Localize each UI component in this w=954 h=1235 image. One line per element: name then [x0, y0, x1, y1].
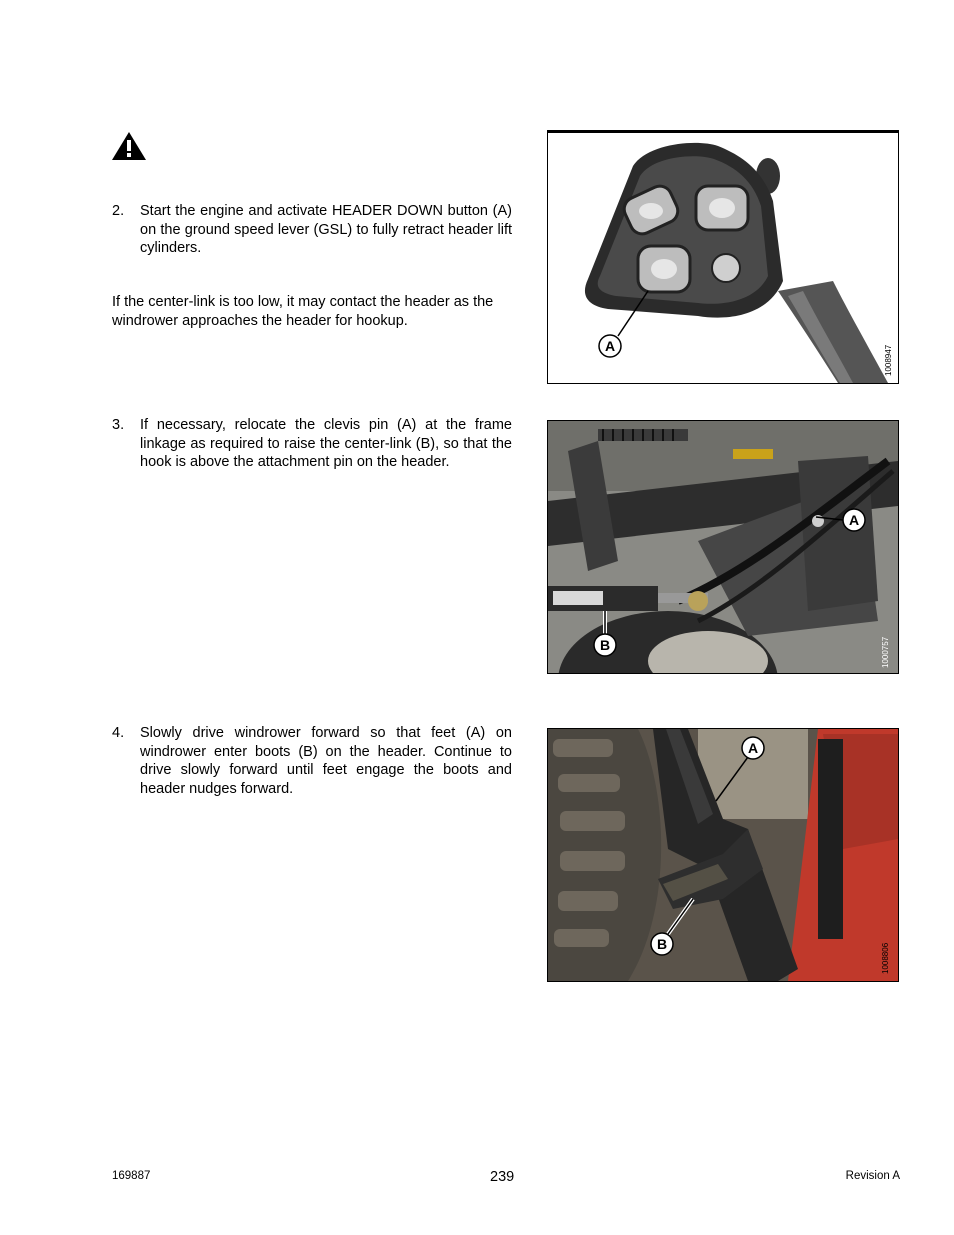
page-number: 239 — [490, 1169, 515, 1185]
figure-gsl-handle — [547, 130, 899, 384]
figure-id: 1008947 — [884, 344, 893, 376]
step-text: Start the engine and activate HEADER DOWN button (A) on the ground speed lever (GSL) to fully retract header lift cylinders. — [140, 203, 512, 256]
warning-icon — [110, 130, 148, 162]
figure-feet-boots — [547, 728, 899, 982]
callout-b: B — [599, 637, 611, 653]
note-paragraph: If the center-link is too low, it may contact the header as the windrower approaches the header for hookup. — [112, 294, 494, 329]
callout-a: A — [604, 338, 616, 354]
step-number: 4. — [112, 725, 125, 741]
step-2 — [112, 202, 512, 258]
footer-revision: Revision A — [845, 1170, 900, 1182]
figure-id: 1008806 — [881, 942, 890, 974]
step-text: Slowly drive windrower forward so that feet (A) on windrower enter boots (B) on the header. Continue to drive slowly forward until feet engage the boots and header nudges forward. — [140, 725, 512, 797]
figure-frame-linkage — [547, 420, 899, 674]
step-3 — [112, 416, 512, 472]
step-text: If necessary, relocate the clevis pin (A) at the frame linkage as required to raise the center-link (B), so that the hook is above the attachment pin on the header. — [140, 417, 512, 470]
footer-doc-number: 169887 — [112, 1170, 151, 1182]
step-4 — [112, 724, 512, 798]
callout-a: A — [747, 740, 759, 756]
step-number: 3. — [112, 417, 125, 433]
figure-id: 1000757 — [881, 636, 890, 668]
callout-a: A — [848, 512, 860, 528]
callout-b: B — [656, 936, 668, 952]
step-number: 2. — [112, 203, 125, 219]
